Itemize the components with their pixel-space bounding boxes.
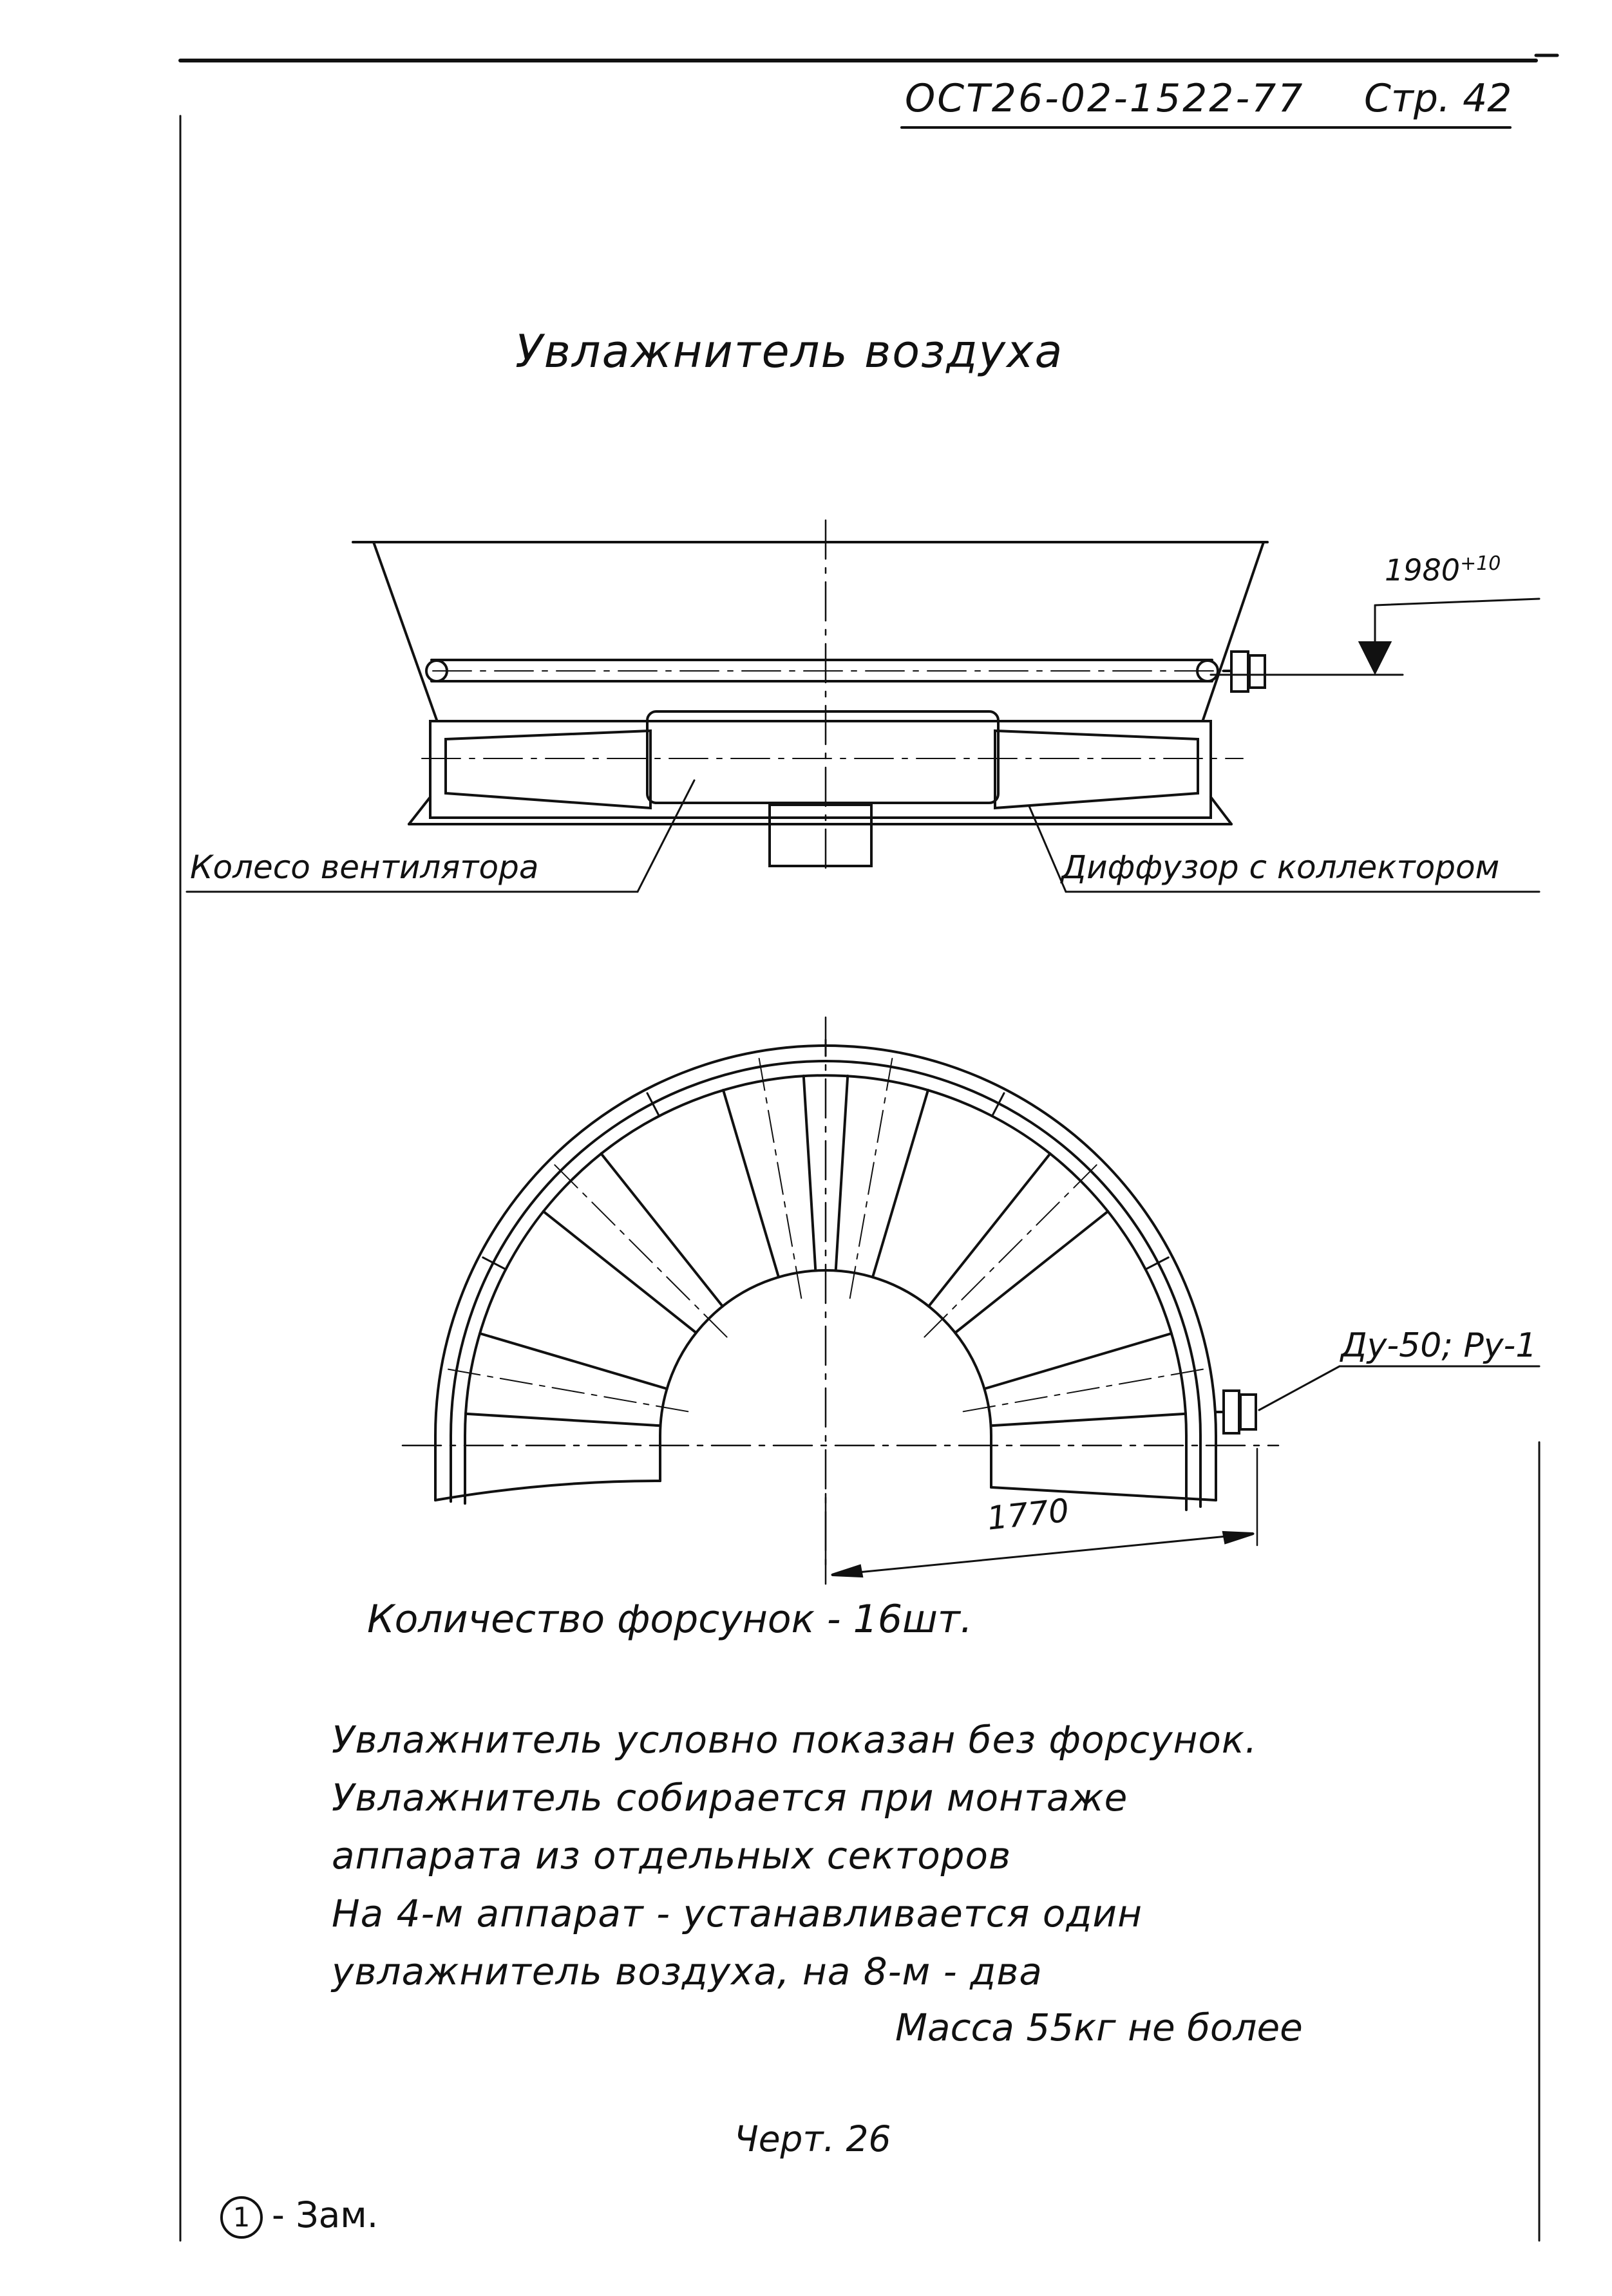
note-line: На 4-м аппарат - устанавливается один — [332, 1892, 1143, 1935]
vane-axis — [553, 1163, 727, 1337]
vane-edge — [466, 1414, 661, 1426]
vane-axis — [924, 1163, 1099, 1337]
side-view — [187, 520, 1539, 892]
note-line: аппарата из отдельных секторов — [332, 1834, 1012, 1877]
label-diffuser: Диффузор с коллектором — [1061, 849, 1500, 886]
dimension-radius: 1770 — [985, 1491, 1071, 1538]
drawing-title: Увлажнитель воздуха — [515, 325, 1064, 378]
vane-axis — [963, 1369, 1206, 1412]
plan-view — [403, 1017, 1539, 1584]
revision-text: - Зам. — [272, 2194, 379, 2235]
vane-edge — [873, 1090, 928, 1277]
vane-edge — [544, 1211, 696, 1333]
flange-spec-label: Ду-50; Ру-1 — [1341, 1326, 1537, 1365]
vane-edge — [929, 1154, 1050, 1306]
dimension-height-tolerance: +10 — [1460, 552, 1501, 575]
note-line: Увлажнитель условно показан без форсунок. — [332, 1718, 1258, 1762]
vane-axis — [850, 1055, 893, 1298]
vane-edge — [955, 1211, 1108, 1333]
vane-edge — [723, 1090, 779, 1277]
vane-edge — [984, 1333, 1171, 1389]
note-line: увлажнитель воздуха, на 8-м - два — [332, 1950, 1043, 1993]
vane-edge — [991, 1414, 1186, 1426]
nozzle-count: Количество форсунок - 16шт. — [367, 1597, 972, 1642]
vane-axis — [759, 1055, 802, 1298]
vane-edge — [804, 1076, 816, 1271]
vane-edge — [836, 1076, 848, 1271]
standard-code: ОСТ26-02-1522-77 — [905, 76, 1305, 121]
dimension-height — [1385, 552, 1501, 587]
dimension-height-value: 1980 — [1385, 552, 1461, 588]
page-number: Стр. 42 — [1364, 76, 1512, 121]
mass-note: Масса 55кг не более — [895, 2006, 1303, 2049]
vane-edge — [480, 1333, 667, 1389]
vane-edge — [601, 1154, 723, 1306]
vane-axis — [445, 1369, 688, 1412]
label-fan-wheel: Колесо вентилятора — [190, 849, 539, 886]
revision-mark — [220, 2194, 378, 2239]
revision-number: 1 — [220, 2196, 263, 2239]
note-line: Увлажнитель собирается при монтаже — [332, 1776, 1128, 1820]
drawing-number: Черт. 26 — [734, 2118, 891, 2160]
